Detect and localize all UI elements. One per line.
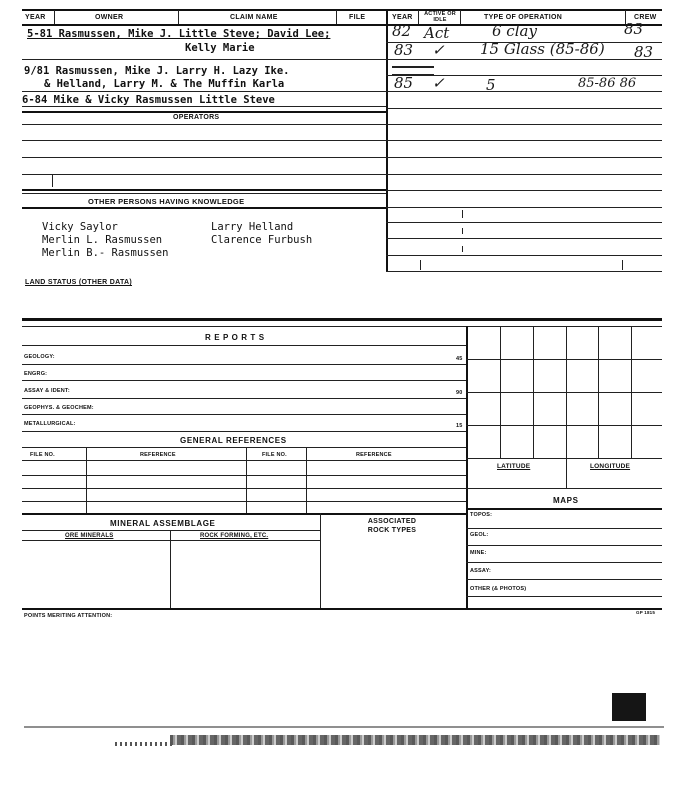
header-crew: CREW	[634, 14, 657, 21]
associated-rock-types: ASSOCIATED ROCK TYPES	[367, 518, 417, 534]
maps-geol: GEOL:	[470, 532, 489, 538]
operators-title: OPERATORS	[173, 114, 220, 121]
scan-noise-band	[170, 735, 660, 745]
maps-mine: MINE:	[470, 550, 487, 556]
report-assay-num: 90	[456, 390, 463, 396]
owner-entry-5: 6-84 Mike & Vicky Rasmussen Little Steve	[22, 94, 275, 106]
report-geophys: GEOPHYS. & GEOCHEM:	[24, 405, 94, 411]
report-engrg: ENGRG:	[24, 371, 48, 377]
land-status: LAND STATUS (OTHER DATA)	[25, 279, 133, 286]
ore-minerals: ORE MINERALS	[65, 533, 114, 539]
points-meriting-attention: POINTS MERITING ATTENTION:	[24, 613, 113, 619]
mineral-assemblage-title: MINERAL ASSEMBLAGE	[110, 519, 216, 528]
owner-entry-4: & Helland, Larry M. & The Muffin Karla	[44, 78, 285, 90]
header-file: FILE	[349, 14, 366, 21]
person-left-1: Vicky Saylor	[42, 221, 118, 233]
hw-active-1: Act	[424, 24, 450, 42]
rock-forming: ROCK FORMING, ETC.	[200, 533, 269, 539]
maps-title: MAPS	[553, 496, 579, 505]
person-right-2: Clarence Furbush	[211, 234, 313, 246]
person-left-3: Merlin B.- Rasmussen	[42, 247, 169, 259]
form-number: GP 1815	[636, 610, 656, 615]
maps-topos: TOPOS:	[470, 512, 493, 518]
owner-entry-2: Kelly Marie	[185, 42, 255, 54]
other-persons-title: OTHER PERSONS HAVING KNOWLEDGE	[88, 197, 245, 206]
owner-entry-3: 9/81 Rasmussen, Mike J. Larry H. Lazy Ike.	[24, 65, 290, 77]
header-year: YEAR	[25, 14, 46, 21]
header-owner: OWNER	[95, 14, 124, 21]
header-active-or-idle: ACTIVE OR IDLE	[424, 11, 456, 23]
ref-col-file-no-2: FILE NO.	[262, 452, 287, 458]
hw-year-3: 85	[394, 74, 414, 92]
ref-col-file-no-1: FILE NO.	[30, 452, 55, 458]
reports-title: R E P O R T S	[205, 333, 265, 342]
report-geology-num: 45	[456, 356, 463, 362]
header-type-of-operation: TYPE OF OPERATION	[484, 14, 563, 21]
header-year-2: YEAR	[392, 14, 413, 21]
header-claim-name: CLAIM NAME	[230, 14, 278, 21]
report-geology: GEOLOGY:	[24, 354, 55, 360]
hw-type-3: 5	[486, 76, 496, 94]
maps-other: OTHER (& PHOTOS)	[470, 586, 527, 592]
scan-line	[24, 726, 664, 728]
scan-noise-left	[115, 742, 175, 746]
person-right-1: Larry Helland	[211, 221, 294, 233]
hw-active-2: ✓	[432, 41, 445, 59]
maps-assay: ASSAY:	[470, 568, 492, 574]
person-left-2: Merlin L. Rasmussen	[42, 234, 163, 246]
hw-crew-1: 83	[624, 20, 644, 38]
owner-entry-1: 5-81 Rasmussen, Mike J. Little Steve; David Lee;	[27, 28, 331, 40]
report-assay: ASSAY & IDENT:	[24, 388, 70, 394]
ref-col-reference-2: REFERENCE	[356, 452, 392, 458]
hw-crew-2: 83	[634, 43, 654, 61]
report-metallurgical-num: 15	[456, 423, 463, 429]
general-references-title: GENERAL REFERENCES	[180, 436, 287, 445]
hw-year-2: 83	[394, 41, 414, 59]
hw-crew-3: 85-86 86	[578, 76, 637, 91]
hw-type-1: 6 clay	[492, 22, 537, 40]
hw-active-3: ✓	[432, 74, 445, 92]
hw-year-1: 82	[392, 22, 412, 40]
report-metallurgical: METALLURGICAL:	[24, 421, 76, 427]
hw-type-2: 15 Glass (85-86)	[480, 40, 605, 58]
scan-block-mark	[612, 693, 646, 721]
ref-col-reference-1: REFERENCE	[140, 452, 176, 458]
latitude-label: LATITUDE	[497, 463, 531, 470]
longitude-label: LONGITUDE	[590, 463, 631, 470]
